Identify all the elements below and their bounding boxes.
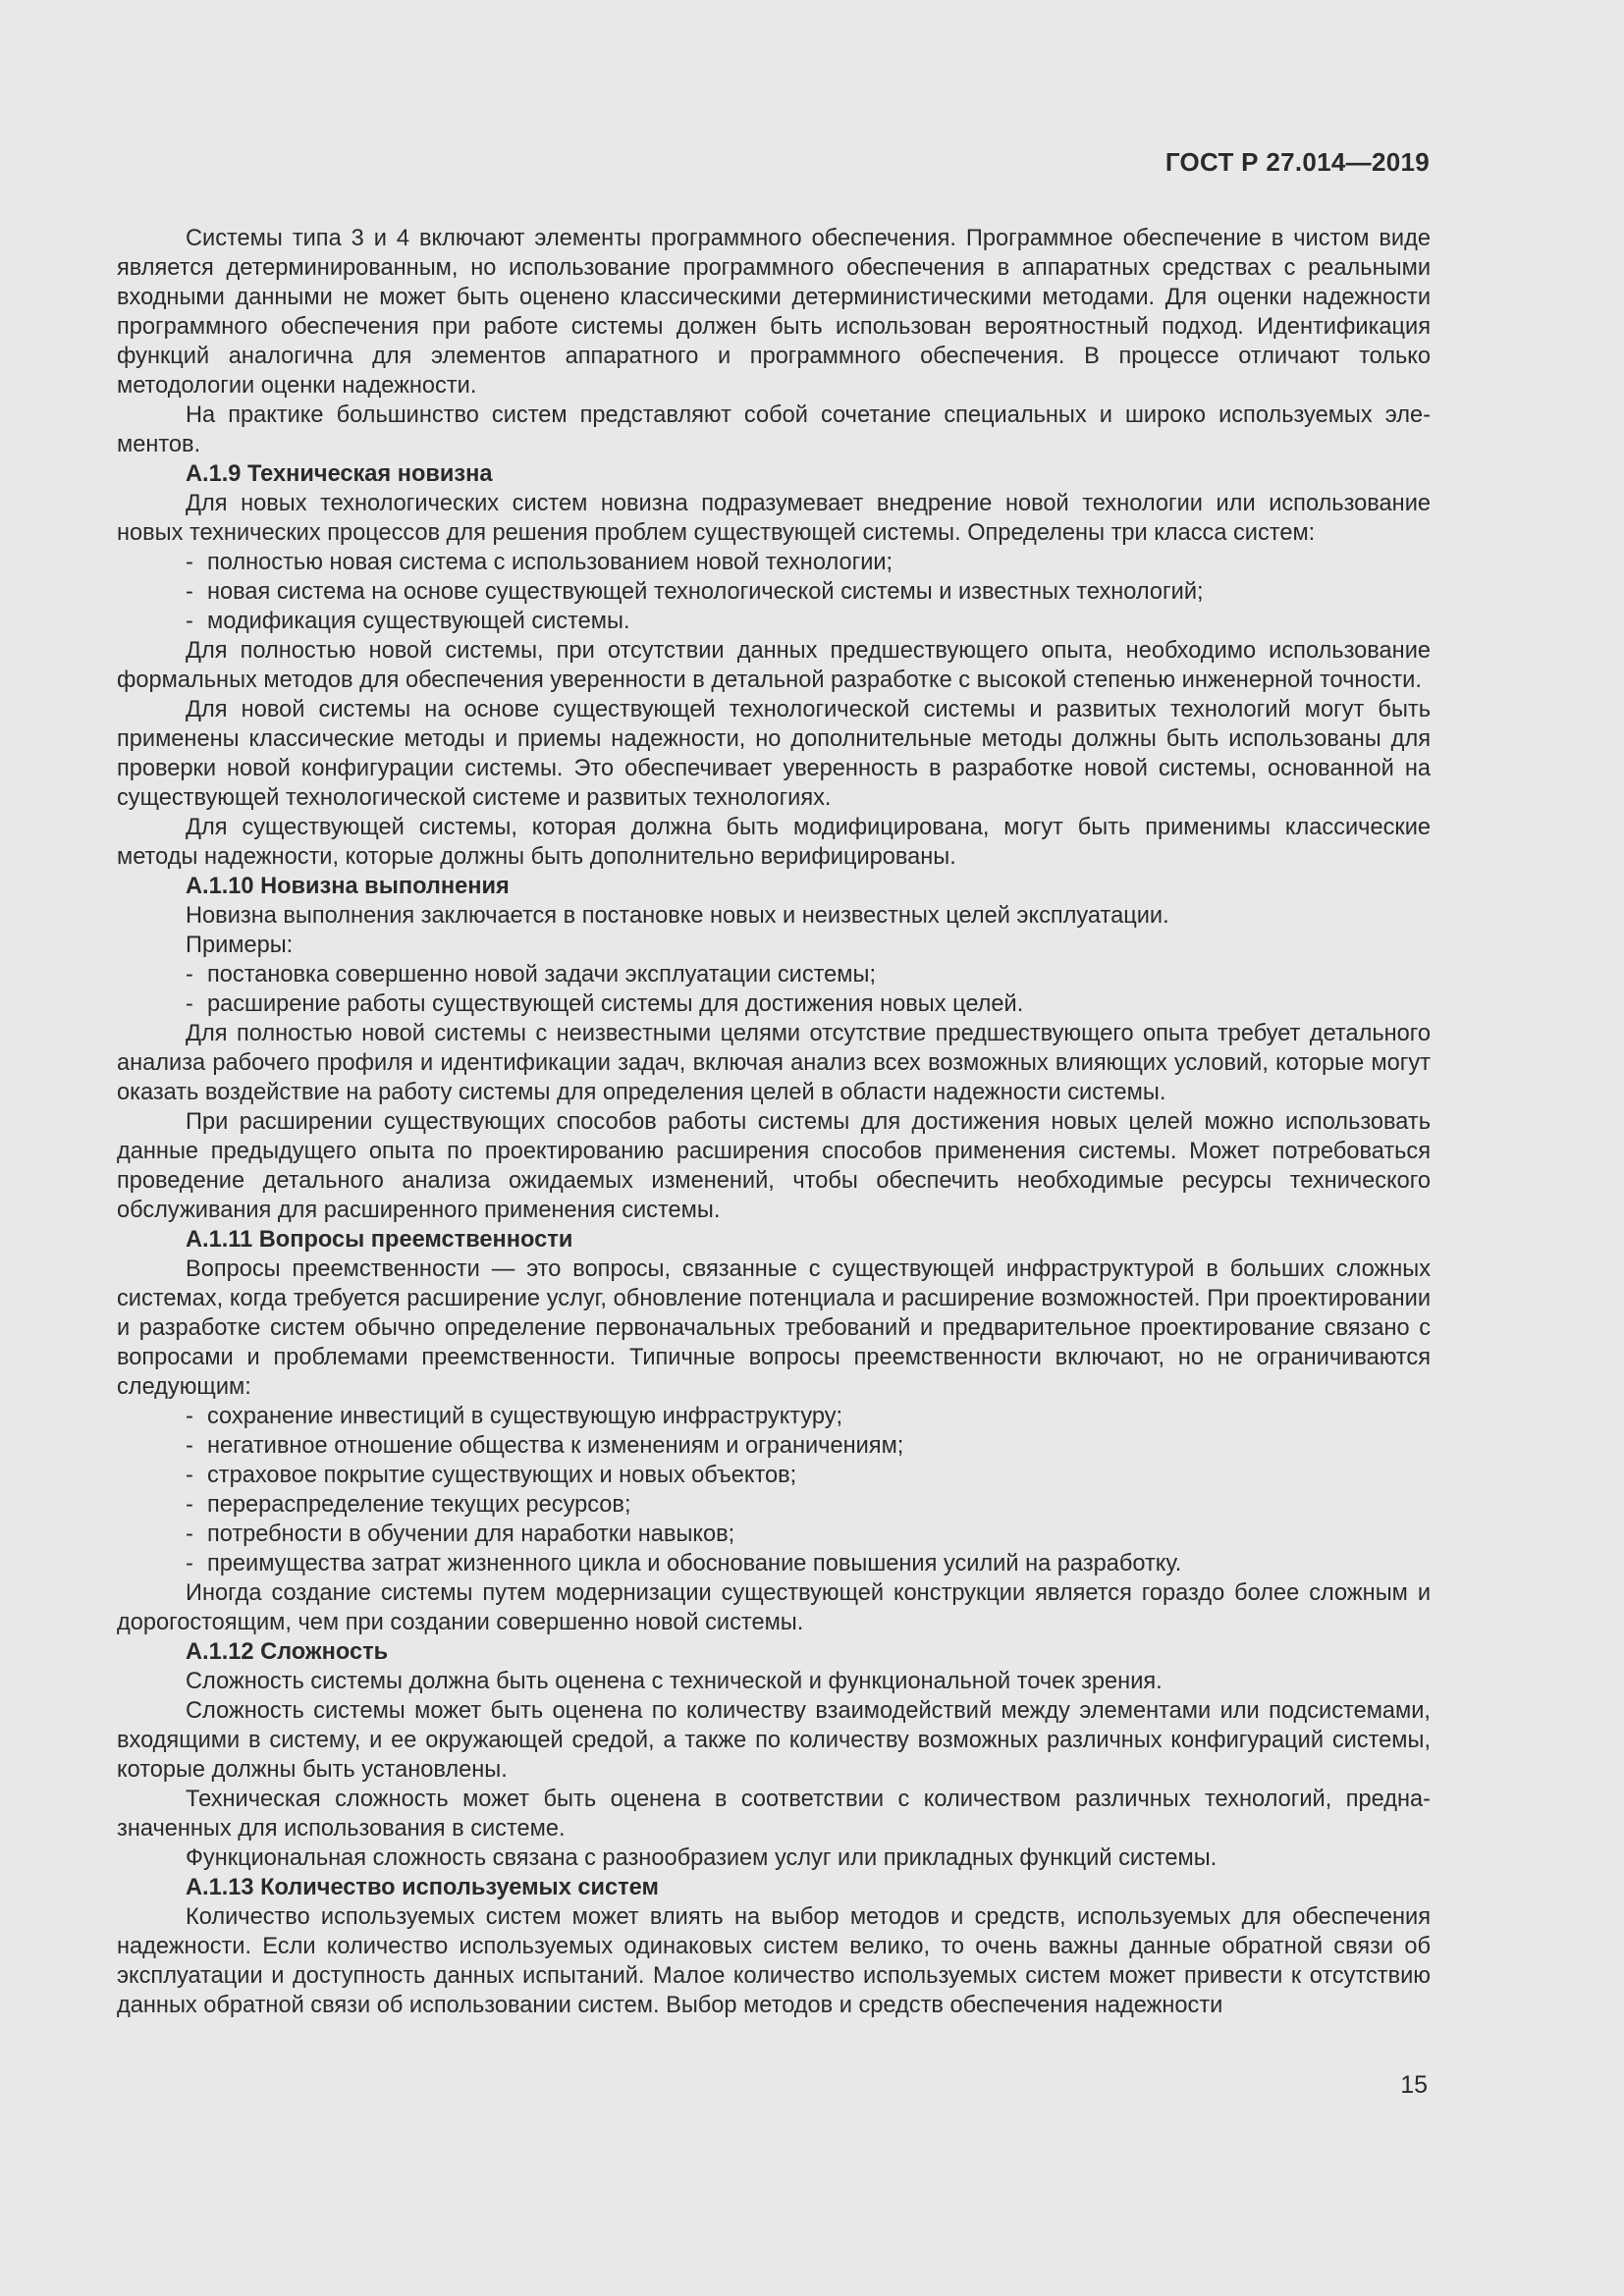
list-item [117,1431,1431,1461]
list-dash: - [186,1551,193,1576]
section-heading: А.1.13 Количество используемых систем [186,1875,659,1900]
paragraph: Для полностью новой системы, при отсутствии данных предшествующего опыта, необходимо использование формальных методов для обеспечения уверенности в детальной разработке с высокой степенью инженерной точности. [117,638,1431,693]
list-dash: - [186,1404,193,1429]
paragraph: Для существующей системы, которая должна быть модифицирована, могут быть применимы классические методы надежности, которые должны быть дополнительно верифицированы. [117,815,1431,870]
paragraph: Иногда создание системы путем модернизации существующей конструкции является гораздо более сложным и дорогостоящим, чем при создании совершенно новой системы. [117,1580,1431,1635]
list-item [117,1490,1431,1520]
paragraph: Техническая сложность может быть оценена в соответствии с количеством различных технологий, предназначенных для использования в системе. [117,1787,1431,1842]
list-dash: - [186,1463,193,1488]
paragraph: При расширении существующих способов работы системы для достижения новых целей можно использовать данные предыдущего опыта по проектированию расширения способов применения системы. Может потребоваться проведение детального анализа ожидаемых изменений, чтобы обеспечить необходимые ресурсы технического обслуживания для расширенного применения системы. [117,1109,1431,1223]
paragraph: Для новых технологических систем новизна подразумевает внедрение новой технологии или использование новых технических процессов для решения проблем существующей системы. Определены три класса систем: [117,491,1431,546]
list-dash: - [186,609,193,634]
paragraph: Для новой системы на основе существующей технологической системы и развитых технологий могут быть применены классические методы и приемы надежности, но дополнительные методы должны быть использованы для проверки новой конфигурации системы. Это обеспечивает уверенность в разработке новой системы, основанной на существующей технологической системе и развитых технологиях. [117,697,1431,811]
paragraph: Новизна выполнения заключается в постановке новых и неизвестных целей эксплуатации. [186,903,1169,929]
paragraph: Для полностью новой системы с неизвестными целями отсутствие предшествующего опыта требует детального анализа рабочего профиля и идентификации задач, включая анализ всех возможных влияющих условий, которые могут оказать воздействие на работу системы для определения целей в области надежности системы. [117,1021,1431,1105]
paragraph: Количество используемых систем может влиять на выбор методов и средств, используемых для обеспечения надежности. Если количество используемых одинаковых систем велико, то очень важны данные обратной связи об эксплуатации и доступность данных испытаний. Малое количество используемых систем может привести к отсутствию данных обратной связи об использовании систем. Выбор методов и средств обеспечения надежности [117,1904,1431,2018]
list-item [117,1461,1431,1490]
list-dash: - [186,1522,193,1547]
list-item [117,989,1431,1019]
paragraph: Сложность системы должна быть оценена с технической и функциональной точек зрения. [186,1669,1163,1694]
list-item-text: постановка совершенно новой задачи эксплуатации системы; [207,962,877,988]
body-text [117,224,1431,2020]
list-item [117,960,1431,989]
section-heading: А.1.11 Вопросы преемственности [186,1227,573,1253]
list-item [117,1520,1431,1549]
paragraph: Примеры: [186,933,294,958]
list-dash: - [186,962,193,988]
section-heading: А.1.9 Техническая новизна [186,461,493,487]
paragraph: Сложность системы может быть оценена по количеству взаимодействий между элементами или подсистемами, входящими в систему, и ее окружающей средой, а также по количеству возможных различных конфигураций системы, которые должны быть установлены. [117,1698,1431,1783]
section-heading: А.1.10 Новизна выполнения [186,874,510,899]
list-item-text: модификация существующей системы. [207,609,630,634]
list-dash: - [186,579,193,605]
list-item-text: потребности в обучении для наработки навыков; [207,1522,735,1547]
list-item [117,577,1431,607]
paragraph: Системы типа 3 и 4 включают элементы программного обеспечения. Программное обеспечение в чистом виде является детерминированным, но использование программного обеспечения в аппаратных средствах с реальными входными данными не может быть оценено классическими детерминистическими методами. Для оценки надежности программного обеспечения при работе системы должен быть использован вероятностный подход. Идентификация функций аналогична для элементов аппаратного и программного обеспечения. В процессе отличают только методологии оценки надежности. [117,226,1431,399]
list-item-text: перераспределение текущих ресурсов; [207,1492,631,1518]
list-item-text: сохранение инвестиций в существующую инфраструктуру; [207,1404,843,1429]
paragraph: Вопросы преемственности — это вопросы, связанные с существующей инфраструктурой в больших сложных системах, когда требуется расширение услуг, обновление потенциала и расширение возможностей. При проектировании и разработке систем обычно определение первоначальных требований и предварительное проектирование связано с вопросами и проблемами преемственности. Типичные вопросы преемственности включают, но не ограничиваются следующим: [117,1256,1431,1400]
list-item-text: расширение работы существующей системы для достижения новых целей. [207,991,1024,1017]
section-heading: А.1.12 Сложность [186,1639,389,1665]
list-item [117,1402,1431,1431]
list-dash: - [186,1433,193,1459]
list-item-text: полностью новая система с использованием новой технологии; [207,550,893,575]
list-dash: - [186,550,193,575]
paragraph: На практике большинство систем представляют собой сочетание специальных и широко используемых элементов. [117,402,1431,457]
list-dash: - [186,1492,193,1518]
standard-designation: ГОСТ Р 27.014—2019 [1164,147,1430,177]
list-item [117,1549,1431,1578]
paragraph: Функциональная сложность связана с разнообразием услуг или прикладных функций системы. [186,1845,1218,1871]
page-number: 15 [1400,2071,1428,2099]
list-item [117,607,1431,636]
list-item [117,548,1431,577]
list-item-text: преимущества затрат жизненного цикла и обоснование повышения усилий на разработку. [207,1551,1182,1576]
list-item-text: негативное отношение общества к изменениям и ограничениям; [207,1433,904,1459]
list-item-text: новая система на основе существующей технологической системы и известных технологий; [207,579,1204,605]
list-item-text: страховое покрытие существующих и новых объектов; [207,1463,797,1488]
list-dash: - [186,991,193,1017]
